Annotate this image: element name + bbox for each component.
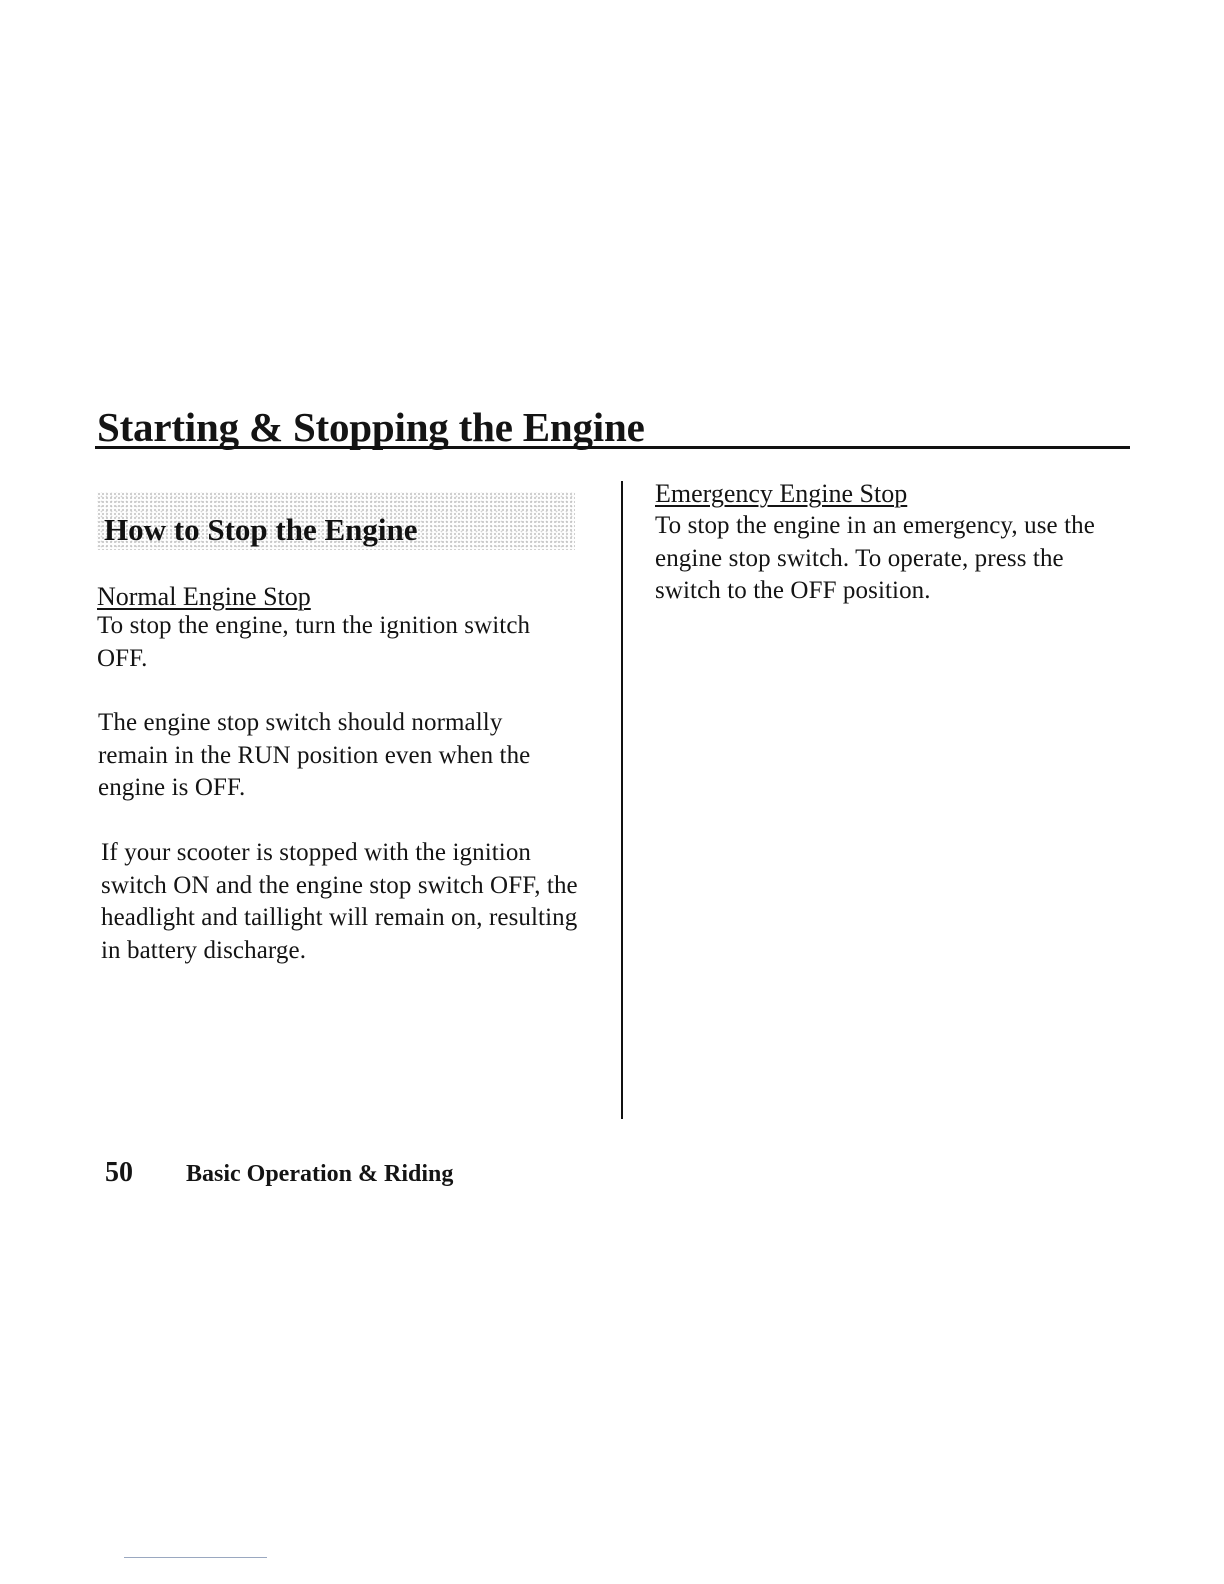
- column-divider: [621, 481, 623, 1119]
- normal-stop-text: To stop the engine, turn the ignition switch OFF.: [97, 612, 531, 672]
- emergency-stop-text: To stop the engine in an emergency, use the engine stop switch. To operate, press the switch to the OFF position.: [655, 512, 1095, 604]
- page-number: 50: [105, 1157, 133, 1188]
- battery-discharge-paragraph: If your scooter is stopped with the ignition switch ON and the engine stop switch OFF, the headlight and taillight will remain on, resulting in battery discharge.: [101, 839, 578, 964]
- section-title: Starting & Stopping the Engine: [97, 404, 645, 450]
- title-rule: [95, 446, 1130, 449]
- footer-section-name: Basic Operation & Riding: [186, 1161, 454, 1187]
- run-position-paragraph: The engine stop switch should normally remain in the RUN position even when the engine is OFF.: [98, 709, 531, 801]
- bottom-edge-mark: [124, 1557, 267, 1558]
- subsection-title: How to Stop the Engine: [104, 512, 418, 547]
- emergency-stop-heading: Emergency Engine Stop: [655, 479, 908, 508]
- normal-stop-heading: Normal Engine Stop: [97, 582, 311, 611]
